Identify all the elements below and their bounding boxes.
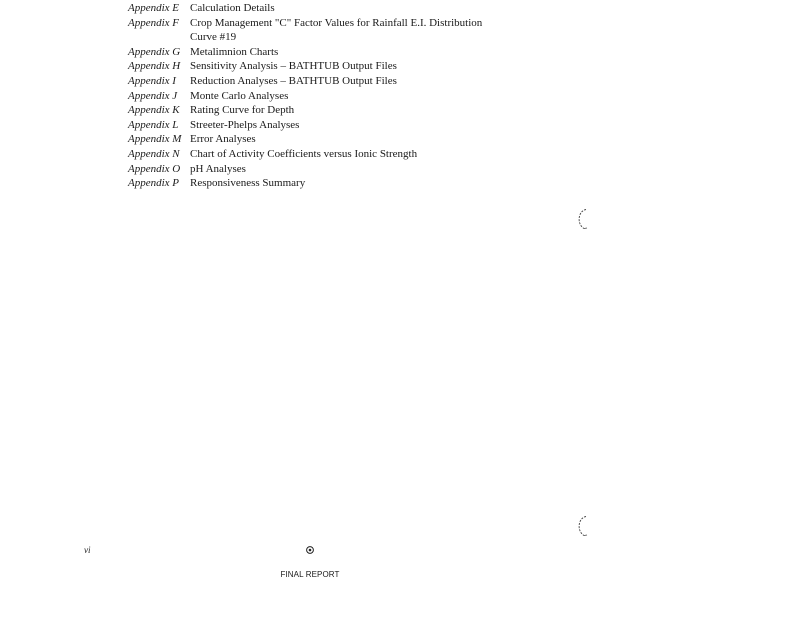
appendix-label: Appendix G — [128, 45, 181, 58]
appendix-title: pH Analyses — [190, 162, 246, 175]
appendix-label: Appendix O — [128, 162, 181, 175]
appendix-title: Metalimnion Charts — [190, 45, 279, 58]
appendix-row — [128, 118, 528, 133]
appendix-title: Calculation Details — [190, 2, 275, 14]
appendix-label: Appendix F — [128, 16, 180, 29]
appendix-row — [128, 16, 528, 45]
appendix-label: Appendix K — [128, 104, 180, 117]
appendix-row — [128, 45, 528, 60]
appendix-title: Responsiveness Summary — [190, 177, 306, 190]
appendix-row — [128, 162, 528, 177]
crescent-arc-icon — [574, 515, 592, 537]
appendix-label: Appendix N — [128, 147, 180, 160]
appendix-row — [128, 89, 528, 104]
appendix-list — [128, 1, 528, 191]
appendix-title: Chart of Activity Coefficients versus Ionic Strength — [190, 147, 418, 160]
appendix-label: Appendix I — [128, 74, 176, 87]
appendix-row — [128, 59, 528, 74]
appendix-title: Crop Management "C" Factor Values for Rainfall E.I. Distribution Curve #19 — [190, 16, 483, 44]
page-number: vi — [84, 545, 91, 555]
appendix-title: Error Analyses — [190, 133, 256, 146]
appendix-title: Monte Carlo Analyses — [190, 89, 289, 102]
appendix-title: Rating Curve for Depth — [190, 104, 295, 117]
appendix-title: Reduction Analyses – BATHTUB Output Files — [190, 74, 397, 87]
recycled-paper-icon — [306, 546, 314, 554]
appendix-title: Sensitivity Analysis – BATHTUB Output Files — [190, 60, 397, 73]
appendix-row — [128, 103, 528, 118]
appendix-row — [128, 1, 528, 16]
crescent-arc-icon — [574, 208, 592, 230]
appendix-title: Streeter-Phelps Analyses — [190, 118, 300, 131]
appendix-label: Appendix P — [128, 177, 180, 190]
appendix-label: Appendix M — [128, 133, 182, 146]
appendix-label: Appendix E — [128, 2, 180, 14]
appendix-row — [128, 147, 528, 162]
appendix-row — [128, 74, 528, 89]
appendix-row — [128, 176, 528, 191]
appendix-row — [128, 132, 528, 147]
appendix-label: Appendix J — [128, 89, 178, 102]
footer-label: FINAL REPORT — [280, 570, 340, 579]
appendix-label: Appendix H — [128, 60, 181, 73]
appendix-label: Appendix L — [128, 118, 179, 131]
